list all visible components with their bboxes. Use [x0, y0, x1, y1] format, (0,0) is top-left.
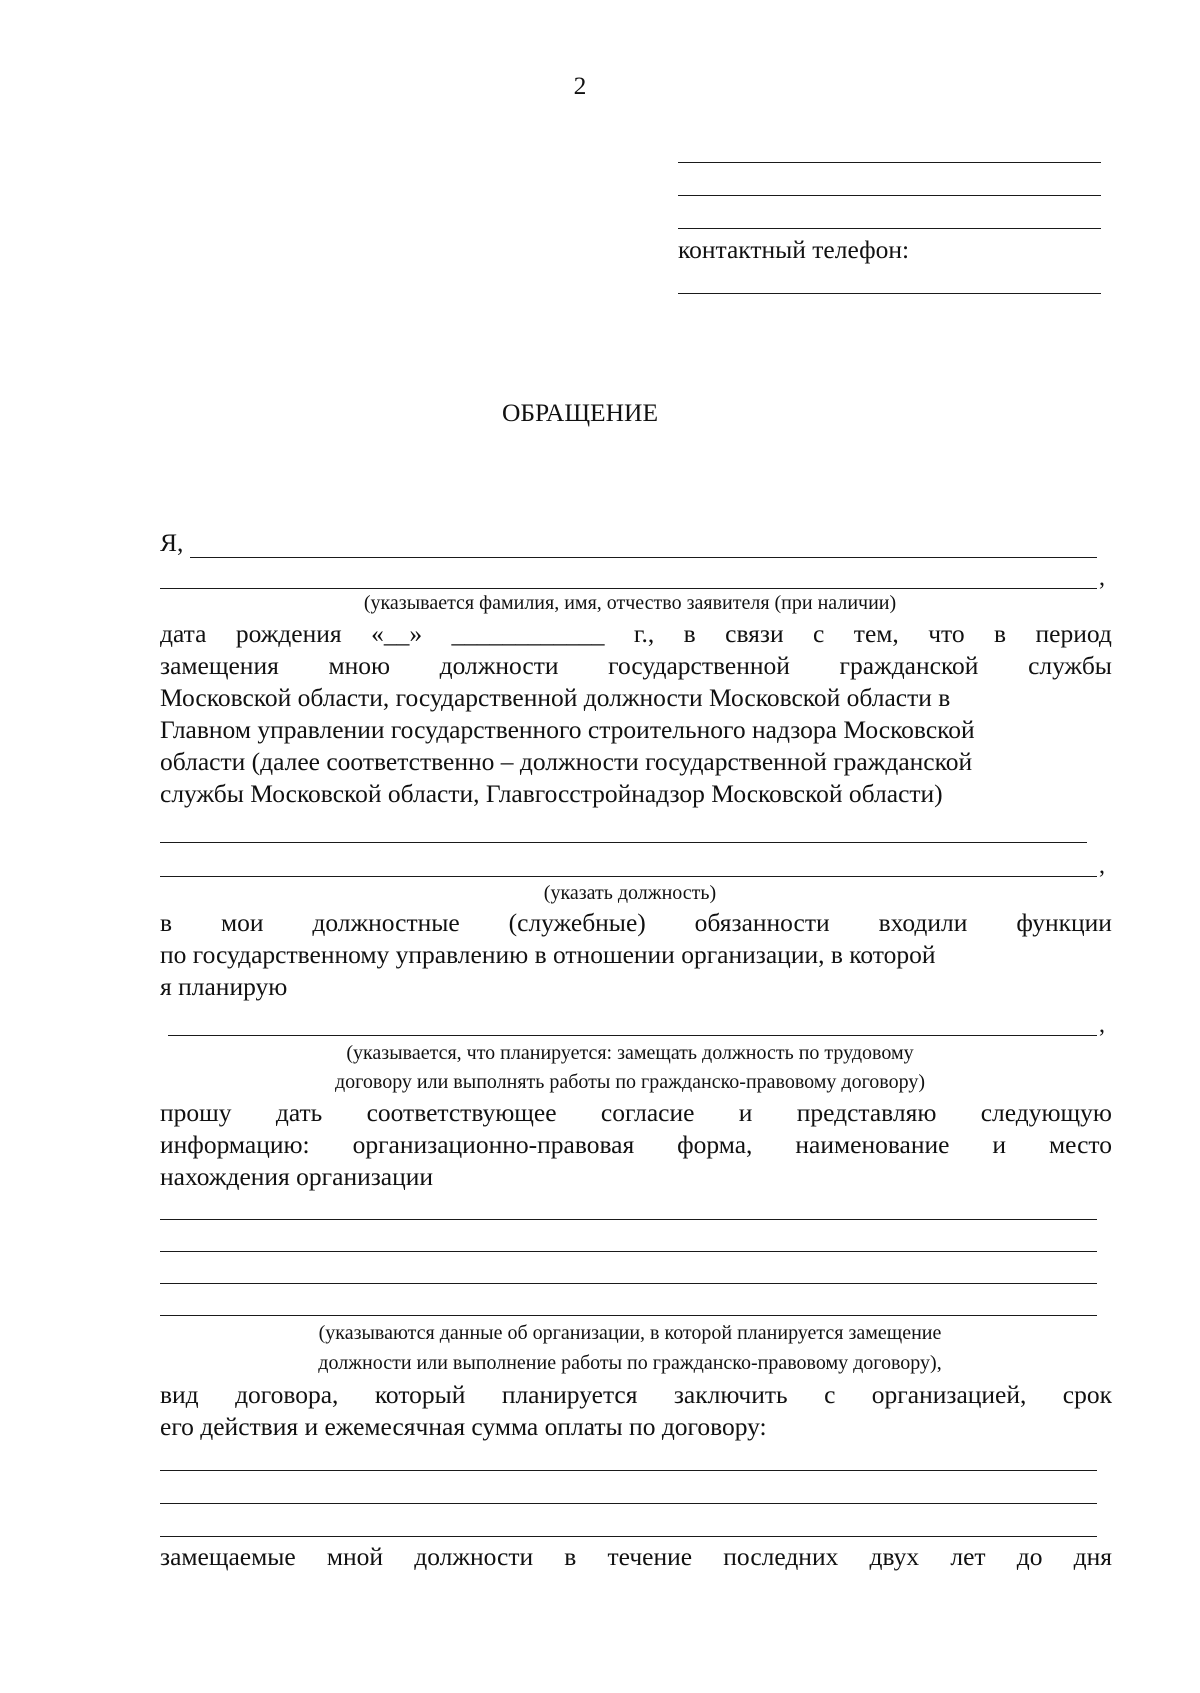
word: государственной [608, 651, 790, 680]
p4-line-2: его действия и ежемесячная сумма оплаты по договору: [160, 1412, 767, 1441]
p4-line-1 [160, 1379, 1112, 1411]
contact-phone-blank [678, 293, 1101, 294]
word: рождения [235, 619, 342, 648]
word: организационно-правовая [352, 1130, 635, 1159]
caption-fio: (указывается фамилия, имя, отчество заявителя (при наличии) [363, 592, 897, 614]
applicant-name-blank-1 [190, 557, 1097, 558]
word: должности [439, 651, 559, 680]
word: г., [633, 619, 655, 648]
p2-line-3: я планирую [160, 972, 288, 1001]
word: наименование [795, 1130, 950, 1159]
word: лет [950, 1542, 986, 1571]
word: мной [326, 1542, 384, 1571]
word: в [994, 619, 1007, 648]
p1-line-5: области (далее соответственно – должности государственной гражданской [160, 747, 973, 776]
org-blank-3 [160, 1283, 1097, 1284]
header-blank-line-1 [678, 162, 1101, 163]
word: информацию: [160, 1130, 310, 1159]
p3-line-2 [160, 1129, 1112, 1161]
word: соответствующее [366, 1098, 557, 1127]
comma-3: , [1099, 1012, 1105, 1038]
paragraph-2 [160, 907, 1112, 1003]
word: с [824, 1380, 836, 1409]
word: связи [725, 619, 784, 648]
word: до [1016, 1542, 1043, 1571]
page-number: 2 [573, 71, 587, 100]
word: дата [160, 619, 207, 648]
word: двух [869, 1542, 920, 1571]
contract-blank-3 [160, 1536, 1097, 1537]
word: должностные [312, 908, 460, 937]
applicant-name-blank-2 [160, 588, 1097, 589]
word: дня [1073, 1542, 1112, 1571]
word: в [564, 1542, 577, 1571]
word: форма, [677, 1130, 753, 1159]
p1-line-6: службы Московской области, Главгосстройнадзор Московской области) [160, 779, 943, 808]
word: должности [414, 1542, 534, 1571]
word: период [1035, 619, 1112, 648]
word: который [374, 1380, 466, 1409]
word: с [813, 619, 825, 648]
p3-line-1 [160, 1097, 1112, 1129]
header-blank-line-2 [678, 195, 1101, 196]
applicant-prefix: Я, [160, 528, 184, 557]
word: «__» [371, 619, 423, 648]
word: гражданской [839, 651, 979, 680]
p2-line-1 [160, 907, 1112, 939]
p1-line-3: Московской области, государственной должности Московской области в [160, 683, 951, 712]
document-title: ОБРАЩЕНИЕ [501, 398, 659, 427]
word: ____________ [451, 619, 605, 648]
word: функции [1016, 908, 1112, 937]
org-blank-1 [160, 1219, 1097, 1220]
p1-line-1 [160, 618, 1112, 650]
position-blank-2 [160, 876, 1097, 877]
position-blank-1 [160, 842, 1087, 843]
contract-blank-2 [160, 1503, 1097, 1504]
caption-org-1: (указываются данные об организации, в которой планируется замещение [318, 1322, 942, 1344]
word: тем, [853, 619, 899, 648]
caption-plan-1: (указывается, что планируется: замещать должность по трудовому [346, 1042, 914, 1064]
word: замещения [160, 651, 279, 680]
word: планируется [501, 1380, 638, 1409]
word: и [992, 1130, 1007, 1159]
word: срок [1062, 1380, 1112, 1409]
p2-line-2: по государственному управлению в отношении организации, в которой [160, 940, 936, 969]
word: что [928, 619, 965, 648]
contract-blank-1 [160, 1470, 1097, 1471]
comma-1: , [1099, 565, 1105, 591]
word: и [738, 1098, 753, 1127]
word: вид [160, 1380, 199, 1409]
paragraph-1 [160, 618, 1112, 810]
word: дать [275, 1098, 323, 1127]
word: представляю [796, 1098, 937, 1127]
word: службы [1028, 651, 1112, 680]
word: входили [878, 908, 968, 937]
p3-line-3: нахождения организации [160, 1162, 434, 1191]
contact-phone-label: контактный телефон: [678, 235, 910, 264]
comma-2: , [1099, 853, 1105, 879]
word: обязанности [694, 908, 830, 937]
p1-line-2 [160, 650, 1112, 682]
word: место [1049, 1130, 1112, 1159]
org-blank-4 [160, 1315, 1097, 1316]
paragraph-3 [160, 1097, 1112, 1193]
p5-line-1 [160, 1541, 1112, 1573]
org-blank-2 [160, 1251, 1097, 1252]
word: последних [723, 1542, 839, 1571]
word: мои [220, 908, 264, 937]
paragraph-5 [160, 1541, 1112, 1573]
p1-line-4: Главном управлении государственного строительного надзора Московской [160, 715, 975, 744]
caption-position: (указать должность) [543, 882, 717, 904]
word: организацией, [871, 1380, 1027, 1409]
word: прошу [160, 1098, 232, 1127]
caption-plan-2: договору или выполнять работы по гражданско-правовому договору) [335, 1071, 925, 1093]
word: в [683, 619, 696, 648]
caption-org-2: должности или выполнение работы по гражданско-правовому договору), [318, 1352, 942, 1374]
paragraph-4 [160, 1379, 1112, 1443]
word: заключить [673, 1380, 788, 1409]
word: в [160, 908, 173, 937]
word: согласие [600, 1098, 695, 1127]
header-blank-line-3 [678, 228, 1101, 229]
word: течение [607, 1542, 693, 1571]
planned-activity-blank [168, 1035, 1097, 1036]
word: (служебные) [508, 908, 646, 937]
word: мною [328, 651, 391, 680]
word: договора, [235, 1380, 339, 1409]
word: замещаемые [160, 1542, 296, 1571]
word: следующую [980, 1098, 1112, 1127]
